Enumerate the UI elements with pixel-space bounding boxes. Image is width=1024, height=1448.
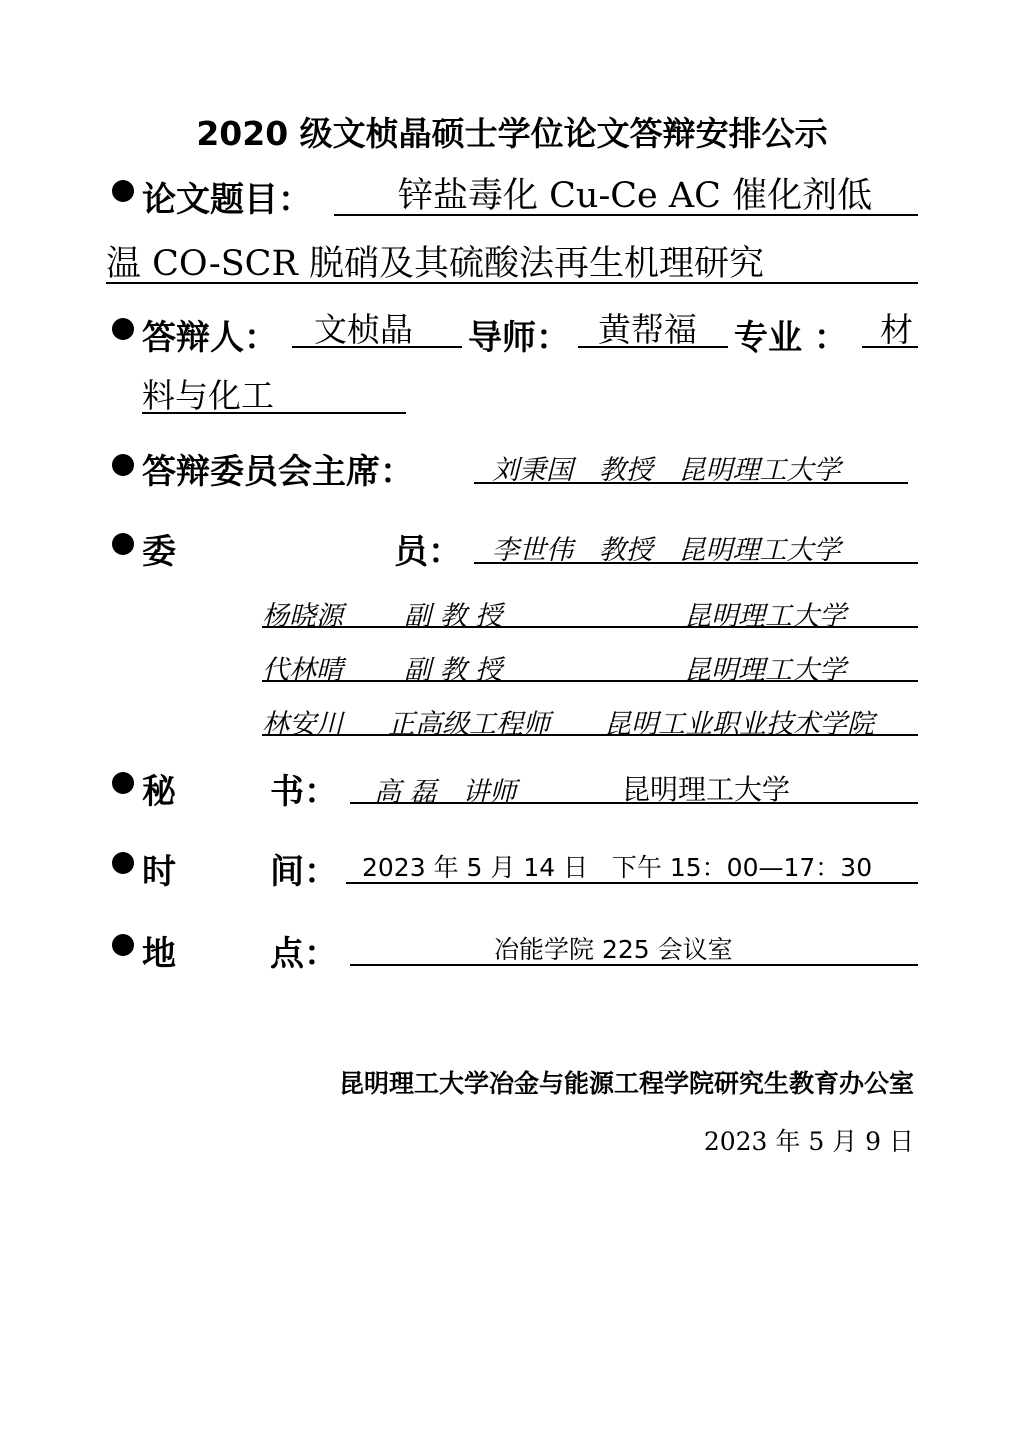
member-title: 副 教 授 bbox=[404, 655, 503, 686]
time-label-right: 间： bbox=[270, 852, 338, 892]
thesis-label: 论文题目： bbox=[142, 180, 312, 220]
issue-date: 2023 年 5 月 9 日 bbox=[703, 1127, 914, 1156]
secretary-org: 昆明理工大学 bbox=[622, 773, 791, 806]
member-name: 代林晴 bbox=[262, 655, 343, 686]
bullet-icon bbox=[112, 852, 134, 874]
time-value: 2023 年 5 月 14 日 下午 15：00—17：30 bbox=[362, 853, 873, 882]
member-name: 杨晓源 bbox=[262, 601, 343, 632]
member-title: 正高级工程师 bbox=[388, 709, 550, 740]
member-title: 副 教 授 bbox=[404, 601, 503, 632]
major-part2: 料与化工 bbox=[142, 376, 274, 415]
thesis-title-line1: 锌盐毒化 Cu-Ce AC 催化剂低 bbox=[398, 176, 873, 216]
place-label-right: 点： bbox=[270, 934, 338, 974]
defender-label: 答辩人： bbox=[142, 318, 278, 358]
member-org: 昆明理工大学 bbox=[684, 601, 846, 632]
bullet-icon bbox=[112, 180, 134, 202]
secretary-label-left: 秘 bbox=[142, 772, 176, 812]
members-label-right: 员： bbox=[394, 532, 462, 572]
secretary-name: 高 磊 讲师 bbox=[374, 777, 517, 808]
time-label-left: 时 bbox=[142, 852, 176, 892]
thesis-title-line2: 温 CO-SCR 脱硝及其硫酸法再生机理研究 bbox=[106, 244, 764, 284]
advisor-name: 黄帮福 bbox=[598, 310, 697, 349]
bullet-icon bbox=[112, 772, 134, 794]
major-label: 专业 ： bbox=[734, 318, 848, 358]
secretary-label-right: 书： bbox=[270, 772, 338, 812]
bullet-icon bbox=[112, 934, 134, 956]
bullet-icon bbox=[112, 533, 134, 555]
members-label-left: 委 bbox=[142, 532, 176, 572]
bullet-icon bbox=[112, 454, 134, 476]
major-part1: 材 bbox=[880, 310, 913, 349]
defender-name: 文桢晶 bbox=[314, 310, 413, 349]
chair-label: 答辩委员会主席： bbox=[142, 452, 414, 492]
place-value: 冶能学院 225 会议室 bbox=[494, 935, 733, 964]
advisor-label: 导师： bbox=[468, 318, 570, 358]
member-name: 林安川 bbox=[262, 709, 343, 740]
page-title: 2020 级文桢晶硕士学位论文答辩安排公示 bbox=[196, 114, 828, 153]
bullet-icon bbox=[112, 318, 134, 340]
member-first: 李世伟 教授 昆明理工大学 bbox=[492, 535, 841, 566]
member-org: 昆明理工大学 bbox=[684, 655, 846, 686]
office-signature: 昆明理工大学冶金与能源工程学院研究生教育办公室 bbox=[338, 1069, 914, 1098]
place-label-left: 地 bbox=[142, 934, 176, 974]
chair-value: 刘秉国 教授 昆明理工大学 bbox=[492, 455, 841, 486]
member-org: 昆明工业职业技术学院 bbox=[604, 709, 874, 740]
